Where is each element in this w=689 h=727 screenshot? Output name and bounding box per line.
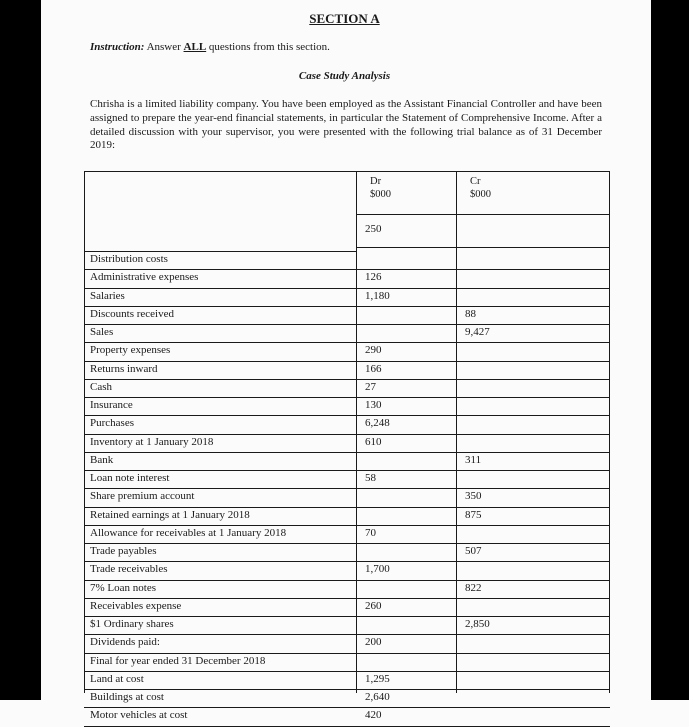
row-divider — [84, 269, 610, 270]
row-dr-value: 200 — [365, 636, 382, 649]
row-label: Land at cost — [90, 672, 144, 685]
row-label: Inventory at 1 January 2018 — [90, 435, 214, 448]
row-label: Share premium account — [90, 490, 195, 503]
row-divider — [84, 434, 610, 435]
row-divider — [84, 342, 610, 343]
row-label: Returns inward — [90, 362, 158, 375]
dr-unit: $000 — [370, 189, 391, 200]
left-black-margin — [0, 0, 41, 700]
row-cr-value: 311 — [465, 453, 482, 466]
table-border-left — [84, 171, 85, 693]
instruction-line — [90, 41, 330, 53]
right-black-margin — [651, 0, 689, 700]
row-dr-value: 166 — [365, 362, 382, 375]
row-label: Discounts received — [90, 307, 174, 320]
row-divider — [84, 543, 610, 544]
row-divider — [84, 689, 610, 690]
row-cr-value: 88 — [465, 307, 476, 320]
row-dr-value: 1,700 — [365, 563, 390, 576]
row-dr-value: 70 — [365, 526, 376, 539]
row-label: Cash — [90, 380, 112, 393]
row-divider — [84, 288, 610, 289]
row-divider — [84, 598, 610, 599]
cr-column-divider — [456, 171, 457, 693]
row-divider — [84, 726, 610, 727]
row-cr-value: 507 — [465, 545, 482, 557]
row-divider — [84, 525, 610, 526]
dr-column-divider — [356, 171, 357, 693]
row-divider — [84, 507, 610, 508]
row-dr-value: 126 — [365, 271, 382, 284]
row-label: Insurance — [90, 399, 133, 411]
row-cr-value: 9,427 — [465, 326, 490, 338]
row-divider — [84, 671, 610, 672]
case-study-paragraph: Chrisha is a limited liability company. You have been employed as the Assistant Financial Controller and have been assigned to prepare the year-end financial statements, in particular the Statement of Comprehensive Income. After a detailed discussion with your supervisor, you were presented with the following trial balance as of 31 December 2019: — [90, 98, 602, 152]
row-label: Dividends paid: — [90, 636, 160, 649]
row-dr-value: 1,180 — [365, 289, 390, 302]
row-label: Salaries — [90, 289, 125, 302]
row-dr-value: 290 — [365, 344, 382, 357]
cr-unit: $000 — [470, 189, 491, 200]
row-label: Distribution costs — [90, 253, 168, 265]
row-label: 7% Loan notes — [90, 581, 156, 594]
row-divider — [84, 415, 610, 416]
row-divider — [84, 634, 610, 635]
first-row-divider — [356, 247, 610, 248]
row-label: Motor vehicles at cost — [90, 709, 188, 722]
row-label: Allowance for receivables at 1 January 2018 — [90, 526, 287, 539]
row-divider — [84, 616, 610, 617]
trial-balance-table — [84, 171, 610, 722]
row-divider — [84, 361, 610, 362]
row-dr-value: 610 — [365, 435, 382, 448]
instruction-emphasis: ALL — [183, 41, 207, 53]
row-cr-value: 2,850 — [465, 618, 490, 630]
row-divider — [84, 580, 610, 581]
row-divider — [84, 306, 610, 307]
row-dr-value: 58 — [365, 472, 376, 484]
first-row-dr: 250 — [365, 223, 382, 235]
row-label: Trade payables — [90, 545, 157, 557]
header-divider — [356, 214, 610, 215]
row-label: Purchases — [90, 417, 134, 430]
row-dr-value: 27 — [365, 380, 376, 393]
row-label: Bank — [90, 453, 114, 466]
row-label: Sales — [90, 326, 114, 338]
row-label: Trade receivables — [90, 563, 168, 576]
row-label: Buildings at cost — [90, 691, 164, 703]
row-divider — [84, 324, 610, 325]
table-top-border — [84, 171, 610, 172]
dr-header — [370, 175, 391, 201]
row-dr-value: 130 — [365, 399, 382, 411]
row-divider — [84, 379, 610, 380]
row-dr-value: 420 — [365, 709, 382, 722]
row-label: $1 Ordinary shares — [90, 618, 174, 630]
row-label: Receivables expense — [90, 599, 182, 612]
row-divider — [84, 452, 610, 453]
instruction-text-after: questions from this section. — [208, 41, 330, 53]
row-label: Property expenses — [90, 344, 171, 357]
row-cr-value: 822 — [465, 581, 482, 594]
row-divider — [84, 707, 610, 708]
row-divider — [84, 561, 610, 562]
row-label: Final for year ended 31 December 2018 — [90, 654, 266, 667]
row-label: Retained earnings at 1 January 2018 — [90, 508, 250, 521]
cr-label: Cr — [470, 176, 481, 187]
cr-header — [470, 175, 491, 201]
dr-label: Dr — [370, 176, 382, 187]
row-label: Administrative expenses — [90, 271, 199, 284]
row-dr-value: 2,640 — [365, 691, 390, 703]
row-cr-value: 350 — [465, 490, 482, 503]
row-dr-value: 6,248 — [365, 417, 390, 430]
case-study-title: Case Study Analysis — [298, 70, 391, 82]
row-dr-value: 260 — [365, 599, 382, 612]
section-title: SECTION A — [309, 11, 380, 26]
row-dr-value: 1,295 — [365, 672, 390, 685]
row-label: Loan note interest — [90, 472, 170, 484]
row-divider — [84, 653, 610, 654]
instruction-label: Instruction: — [90, 41, 145, 53]
row-divider — [84, 470, 610, 471]
row-cr-value: 875 — [465, 508, 482, 521]
instruction-text-before: Answer — [146, 41, 181, 53]
row-divider — [84, 397, 610, 398]
table-border-right — [609, 171, 610, 693]
label-column-top-divider — [84, 251, 356, 252]
row-divider — [84, 488, 610, 489]
